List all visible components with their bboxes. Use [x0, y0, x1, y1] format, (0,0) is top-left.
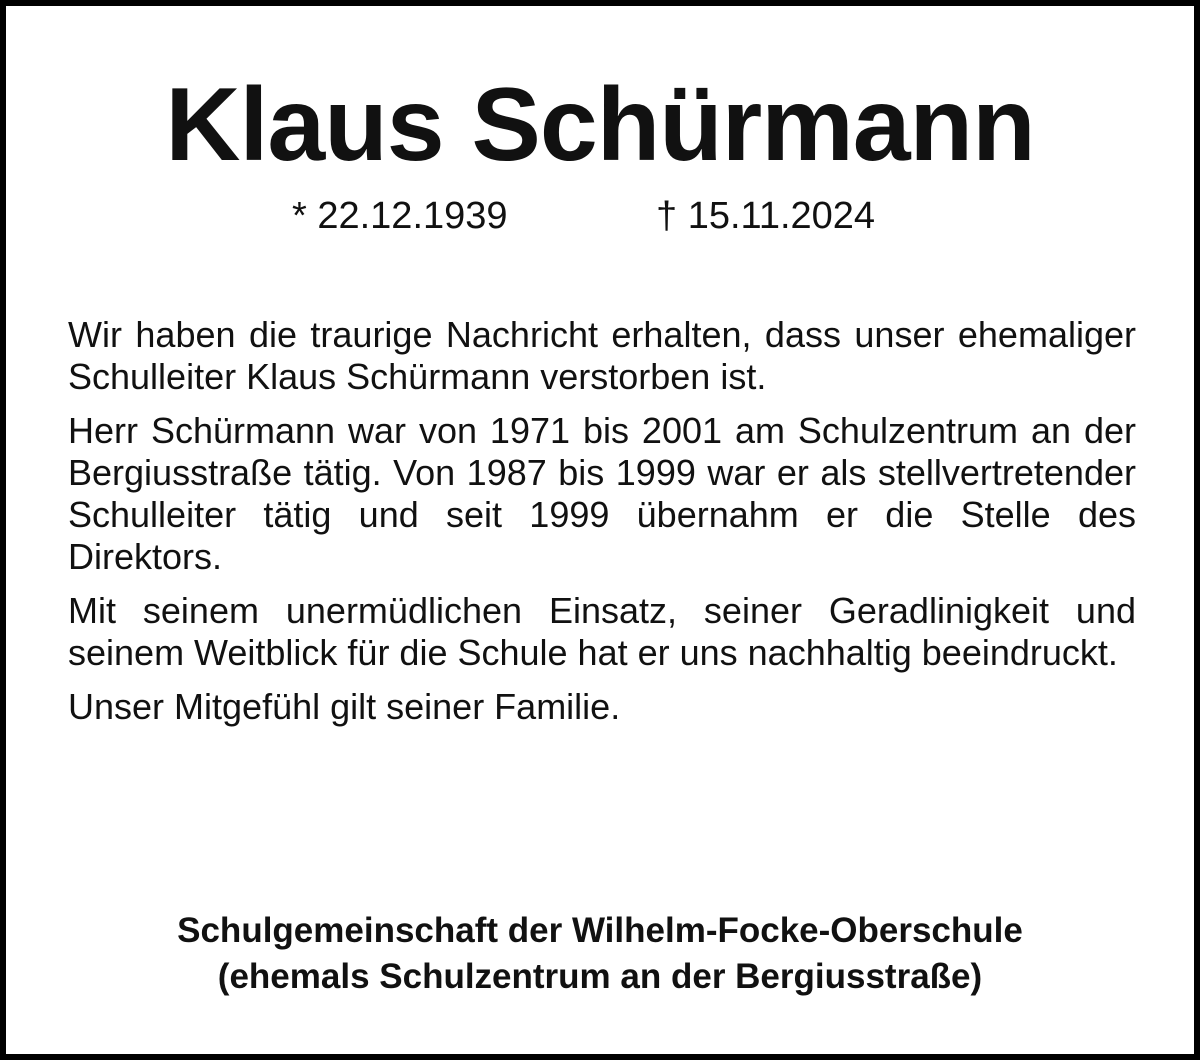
- paragraph-career: Herr Schürmann war von 1971 bis 2001 am Schulzentrum an der Bergiusstraße tätig. Von 1987 bis 1999 war er als stellvertretender Schulleiter tätig und seit 1999 übernahm er die Stelle des Direktors.: [68, 410, 1136, 577]
- death-date: † 15.11.2024: [656, 195, 876, 237]
- signature-block: [6, 908, 1194, 1000]
- paragraph-tribute: Mit seinem unermüdlichen Einsatz, seiner Geradlinigkeit und seinem Weitblick für die Schule hat er uns nachhaltig beeindruckt.: [68, 590, 1136, 673]
- notice-body: [68, 314, 1136, 740]
- deceased-name: Klaus Schürmann: [165, 67, 1035, 183]
- paragraph-announcement: Wir haben die traurige Nachricht erhalten, dass unser ehemaliger Schulleiter Klaus Schürmann verstorben ist.: [68, 314, 1136, 397]
- paragraph-condolence: Unser Mitgefühl gilt seiner Familie.: [68, 686, 621, 727]
- signature-line-1: Schulgemeinschaft der Wilhelm-Focke-Oberschule: [177, 911, 1023, 950]
- birth-date: * 22.12.1939: [292, 195, 508, 237]
- signature-line-2: (ehemals Schulzentrum an der Bergiusstraße): [217, 957, 983, 996]
